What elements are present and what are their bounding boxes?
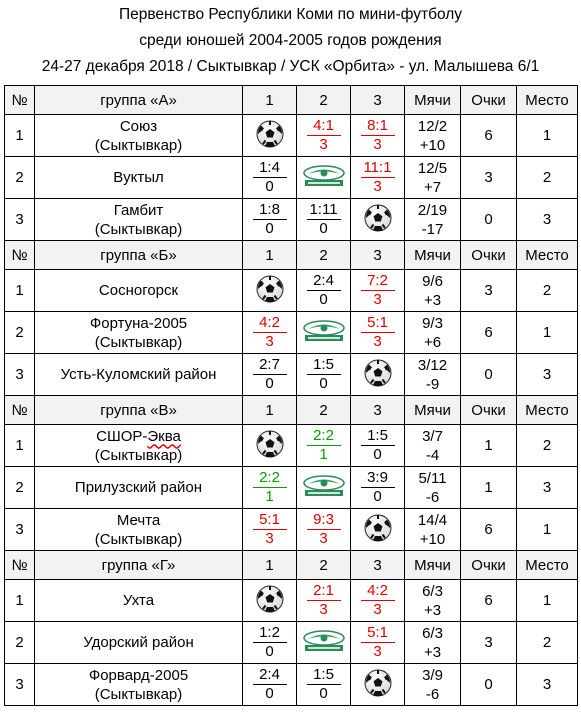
group-title: группа «А» <box>35 86 243 115</box>
col-place-header: Место <box>517 396 578 425</box>
soccer-ball-icon <box>256 275 284 307</box>
col-points-header: Очки <box>461 396 517 425</box>
match-points: 0 <box>373 488 382 505</box>
team-name: Союз <box>119 117 158 135</box>
match-points: 0 <box>319 220 328 237</box>
team-number: 2 <box>5 157 35 199</box>
team-number: 1 <box>5 270 35 312</box>
result-cell <box>351 199 405 241</box>
goal-difference: -6 <box>425 685 440 703</box>
match-points: 0 <box>265 375 274 392</box>
match-points: 0 <box>265 685 274 702</box>
score-value: 2:4 <box>307 272 341 291</box>
goals-cell <box>405 580 461 622</box>
team-row <box>5 115 578 157</box>
match-points: 3 <box>265 530 274 547</box>
score-value: 4:2 <box>253 314 287 333</box>
points-value: 3 <box>461 157 517 199</box>
score-value: 2:7 <box>253 356 287 375</box>
score-value: 4:1 <box>307 117 341 136</box>
result-cell <box>243 270 297 312</box>
match-score <box>361 272 395 309</box>
score-value: 7:2 <box>361 272 395 291</box>
result-cell <box>243 622 297 664</box>
result-cell <box>351 425 405 467</box>
col-2-header: 2 <box>297 241 351 270</box>
result-cell <box>351 115 405 157</box>
soccer-ball-icon <box>364 204 392 236</box>
team-row <box>5 622 578 664</box>
match-points: 0 <box>265 643 274 660</box>
match-points: 0 <box>265 178 274 195</box>
col-1-header: 1 <box>243 551 297 580</box>
result-cell <box>297 580 351 622</box>
match-points: 0 <box>319 685 328 702</box>
team-row <box>5 354 578 396</box>
goals-cell <box>405 354 461 396</box>
score-value: 1:2 <box>253 624 287 643</box>
team-name-cell <box>35 354 243 396</box>
goals-cell <box>405 270 461 312</box>
result-cell <box>243 199 297 241</box>
points-value: 0 <box>461 664 517 706</box>
match-points: 3 <box>319 601 328 618</box>
col-3-header: 3 <box>351 551 405 580</box>
goal-difference: +10 <box>419 530 446 548</box>
col-1-header: 1 <box>243 396 297 425</box>
title-line-3: 24-27 декабря 2018 / Сыктывкар / УСК «Орбита» - ул. Малышева 6/1 <box>41 58 540 75</box>
col-place-header: Место <box>517 86 578 115</box>
result-cell <box>243 509 297 551</box>
team-city: (Сыктывкар) <box>94 136 183 154</box>
soccer-ball-icon <box>256 120 284 152</box>
team-name: Сосногорск <box>98 282 179 299</box>
col-3-header: 3 <box>351 396 405 425</box>
goals-ratio: 12/2 <box>417 117 448 135</box>
team-row <box>5 312 578 354</box>
republic-komi-logo-icon <box>302 165 346 191</box>
place-value: 3 <box>517 664 578 706</box>
score-value: 1:5 <box>307 666 341 685</box>
soccer-ball-icon <box>364 359 392 391</box>
page-header <box>0 0 581 86</box>
score-value: 5:1 <box>361 314 395 333</box>
team-name-cell <box>35 312 243 354</box>
team-name: Вуктыл <box>113 169 164 186</box>
goals-cell <box>405 312 461 354</box>
group-header-row <box>5 396 578 425</box>
score-value: 1:4 <box>253 159 287 178</box>
goals-cell <box>405 425 461 467</box>
score-value: 11:1 <box>361 159 395 178</box>
team-name: Прилузский район <box>74 479 203 496</box>
goals-ratio: 14/4 <box>417 511 448 529</box>
team-name: Мечта <box>116 511 161 529</box>
title-line-1: Первенство Республики Коми по мини-футболу <box>118 6 463 23</box>
points-value: 0 <box>461 354 517 396</box>
match-points: 3 <box>265 333 274 350</box>
points-value: 6 <box>461 115 517 157</box>
result-cell <box>297 199 351 241</box>
team-name: Форвард-2005 <box>88 666 189 684</box>
place-value: 1 <box>517 509 578 551</box>
goals-ratio: 2/19 <box>417 201 448 219</box>
match-score <box>307 117 341 154</box>
col-num-header: № <box>5 241 35 270</box>
col-points-header: Очки <box>461 551 517 580</box>
col-3-header: 3 <box>351 86 405 115</box>
goal-difference: +7 <box>423 178 442 196</box>
match-points: 3 <box>373 136 382 153</box>
score-value: 1:8 <box>253 201 287 220</box>
result-cell <box>243 115 297 157</box>
score-value: 1:5 <box>307 356 341 375</box>
result-cell <box>351 312 405 354</box>
match-score <box>307 272 341 309</box>
goal-difference: +3 <box>423 643 442 661</box>
match-score <box>361 427 395 464</box>
result-cell <box>297 270 351 312</box>
goals-ratio: 9/6 <box>422 272 443 290</box>
points-value: 3 <box>461 270 517 312</box>
match-points: 1 <box>319 446 328 463</box>
col-2-header: 2 <box>297 396 351 425</box>
group-header-row <box>5 241 578 270</box>
result-cell <box>243 312 297 354</box>
match-score <box>253 624 287 661</box>
points-value: 1 <box>461 425 517 467</box>
team-number: 1 <box>5 425 35 467</box>
place-value: 2 <box>517 157 578 199</box>
title-line-2: среди юношей 2004-2005 годов рождения <box>139 32 442 49</box>
result-cell <box>351 270 405 312</box>
goals-ratio: 3/7 <box>422 427 443 445</box>
team-city: (Сыктывкар) <box>94 220 183 238</box>
result-cell <box>243 580 297 622</box>
col-1-header: 1 <box>243 86 297 115</box>
goals-cell <box>405 664 461 706</box>
result-cell <box>243 467 297 509</box>
team-number: 3 <box>5 664 35 706</box>
group-title: группа «Г» <box>35 551 243 580</box>
team-row <box>5 467 578 509</box>
goal-difference: -4 <box>425 446 440 464</box>
result-cell <box>297 157 351 199</box>
match-points: 0 <box>265 220 274 237</box>
result-cell <box>297 425 351 467</box>
result-cell <box>297 664 351 706</box>
goal-difference: +6 <box>423 333 442 351</box>
score-value: 1:11 <box>307 201 341 220</box>
team-row <box>5 270 578 312</box>
score-value: 9:3 <box>307 511 341 530</box>
goals-cell <box>405 467 461 509</box>
republic-komi-logo-icon <box>302 475 346 501</box>
team-name: Фортуна-2005 <box>89 314 188 332</box>
team-name-cell <box>35 580 243 622</box>
col-points-header: Очки <box>461 241 517 270</box>
soccer-ball-icon <box>364 669 392 701</box>
team-city: (Сыктывкар) <box>94 333 183 351</box>
match-points: 3 <box>319 530 328 547</box>
goals-ratio: 6/3 <box>422 624 443 642</box>
result-cell <box>243 354 297 396</box>
points-value: 6 <box>461 509 517 551</box>
team-number: 2 <box>5 622 35 664</box>
result-cell <box>243 157 297 199</box>
score-value: 5:1 <box>361 624 395 643</box>
goals-cell <box>405 622 461 664</box>
team-name-cell <box>35 115 243 157</box>
group-header-row <box>5 551 578 580</box>
place-value: 2 <box>517 622 578 664</box>
match-score <box>361 159 395 196</box>
group-title: группа «В» <box>35 396 243 425</box>
team-name-cell <box>35 622 243 664</box>
team-name-cell <box>35 509 243 551</box>
points-value: 0 <box>461 199 517 241</box>
match-score <box>361 624 395 661</box>
match-score <box>253 356 287 393</box>
soccer-ball-icon <box>256 585 284 617</box>
place-value: 2 <box>517 270 578 312</box>
match-points: 3 <box>319 136 328 153</box>
score-value: 2:2 <box>253 469 287 488</box>
goals-cell <box>405 199 461 241</box>
team-name: Удорский район <box>83 634 194 651</box>
team-city: (Сыктывкар) <box>94 685 183 703</box>
result-cell <box>351 622 405 664</box>
team-name-cell <box>35 199 243 241</box>
result-cell <box>297 354 351 396</box>
team-name-cell <box>35 270 243 312</box>
result-cell <box>351 509 405 551</box>
goal-difference: -6 <box>425 488 440 506</box>
match-score <box>361 469 395 506</box>
team-number: 1 <box>5 115 35 157</box>
team-name: Усть-Куломский район <box>60 366 217 383</box>
col-1-header: 1 <box>243 241 297 270</box>
team-city: (Сыктывкар) <box>94 530 183 548</box>
result-cell <box>351 354 405 396</box>
col-num-header: № <box>5 551 35 580</box>
col-num-header: № <box>5 86 35 115</box>
team-row <box>5 664 578 706</box>
match-score <box>253 159 287 196</box>
match-points: 3 <box>373 643 382 660</box>
match-score <box>361 117 395 154</box>
result-cell <box>351 664 405 706</box>
result-cell <box>297 115 351 157</box>
points-value: 1 <box>461 467 517 509</box>
result-cell <box>297 467 351 509</box>
match-score <box>253 666 287 703</box>
score-value: 2:4 <box>253 666 287 685</box>
group-title: группа «Б» <box>35 241 243 270</box>
col-goals-header: Мячи <box>405 396 461 425</box>
team-number: 1 <box>5 580 35 622</box>
result-cell <box>351 157 405 199</box>
team-name: Гамбит <box>113 201 164 219</box>
team-row <box>5 509 578 551</box>
place-value: 1 <box>517 115 578 157</box>
soccer-ball-icon <box>364 514 392 546</box>
goals-ratio: 3/9 <box>422 666 443 684</box>
team-number: 3 <box>5 354 35 396</box>
match-score <box>307 201 341 238</box>
goals-ratio: 12/5 <box>417 159 448 177</box>
match-score <box>253 469 287 506</box>
score-value: 2:1 <box>307 582 341 601</box>
match-points: 0 <box>319 375 328 392</box>
score-value: 4:2 <box>361 582 395 601</box>
team-row <box>5 580 578 622</box>
goals-ratio: 6/3 <box>422 582 443 600</box>
match-points: 3 <box>373 291 382 308</box>
team-row <box>5 199 578 241</box>
goal-difference: -17 <box>421 220 444 238</box>
team-number: 2 <box>5 467 35 509</box>
team-name-cell <box>35 425 243 467</box>
team-name-cell <box>35 157 243 199</box>
match-score <box>253 511 287 548</box>
place-value: 1 <box>517 580 578 622</box>
place-value: 2 <box>517 425 578 467</box>
result-cell <box>351 467 405 509</box>
team-number: 2 <box>5 312 35 354</box>
goals-cell <box>405 157 461 199</box>
place-value: 3 <box>517 354 578 396</box>
goals-cell <box>405 509 461 551</box>
goals-ratio: 3/12 <box>417 356 448 374</box>
match-score <box>307 427 341 464</box>
col-place-header: Место <box>517 241 578 270</box>
col-2-header: 2 <box>297 551 351 580</box>
match-score <box>307 511 341 548</box>
match-score <box>253 201 287 238</box>
points-value: 6 <box>461 312 517 354</box>
team-name: Ухта <box>122 592 155 609</box>
goal-difference: -9 <box>425 375 440 393</box>
col-goals-header: Мячи <box>405 241 461 270</box>
col-points-header: Очки <box>461 86 517 115</box>
match-score <box>361 314 395 351</box>
points-value: 6 <box>461 580 517 622</box>
team-number: 3 <box>5 199 35 241</box>
match-score <box>253 314 287 351</box>
group-header-row <box>5 86 578 115</box>
standings-table <box>4 85 578 706</box>
match-score <box>307 582 341 619</box>
place-value: 3 <box>517 467 578 509</box>
match-points: 3 <box>373 333 382 350</box>
soccer-ball-icon <box>256 430 284 462</box>
col-num-header: № <box>5 396 35 425</box>
match-score <box>361 582 395 619</box>
points-value: 3 <box>461 622 517 664</box>
team-row <box>5 157 578 199</box>
goal-difference: +10 <box>419 136 446 154</box>
score-value: 3:9 <box>361 469 395 488</box>
result-cell <box>297 312 351 354</box>
col-3-header: 3 <box>351 241 405 270</box>
team-city: (Сыктывкар) <box>94 446 183 464</box>
col-goals-header: Мячи <box>405 86 461 115</box>
match-points: 0 <box>373 446 382 463</box>
goal-difference: +3 <box>423 601 442 619</box>
score-value: 8:1 <box>361 117 395 136</box>
goals-ratio: 9/3 <box>422 314 443 332</box>
republic-komi-logo-icon <box>302 320 346 346</box>
republic-komi-logo-icon <box>302 630 346 656</box>
match-score <box>307 356 341 393</box>
goals-ratio: 5/11 <box>418 469 447 487</box>
team-number: 3 <box>5 509 35 551</box>
team-name-cell <box>35 664 243 706</box>
result-cell <box>243 664 297 706</box>
col-2-header: 2 <box>297 86 351 115</box>
match-points: 3 <box>373 178 382 195</box>
result-cell <box>297 622 351 664</box>
score-value: 5:1 <box>253 511 287 530</box>
goal-difference: +3 <box>423 291 442 309</box>
col-place-header: Место <box>517 551 578 580</box>
result-cell <box>297 509 351 551</box>
team-name-cell <box>35 467 243 509</box>
score-value: 1:5 <box>361 427 395 446</box>
goals-cell <box>405 115 461 157</box>
match-score <box>307 666 341 703</box>
match-points: 3 <box>373 601 382 618</box>
place-value: 3 <box>517 199 578 241</box>
result-cell <box>243 425 297 467</box>
result-cell <box>351 580 405 622</box>
match-points: 1 <box>265 488 274 505</box>
team-row <box>5 425 578 467</box>
place-value: 1 <box>517 312 578 354</box>
team-name: СШОР-Эква <box>96 427 181 445</box>
score-value: 2:2 <box>307 427 341 446</box>
col-goals-header: Мячи <box>405 551 461 580</box>
match-points: 0 <box>319 291 328 308</box>
